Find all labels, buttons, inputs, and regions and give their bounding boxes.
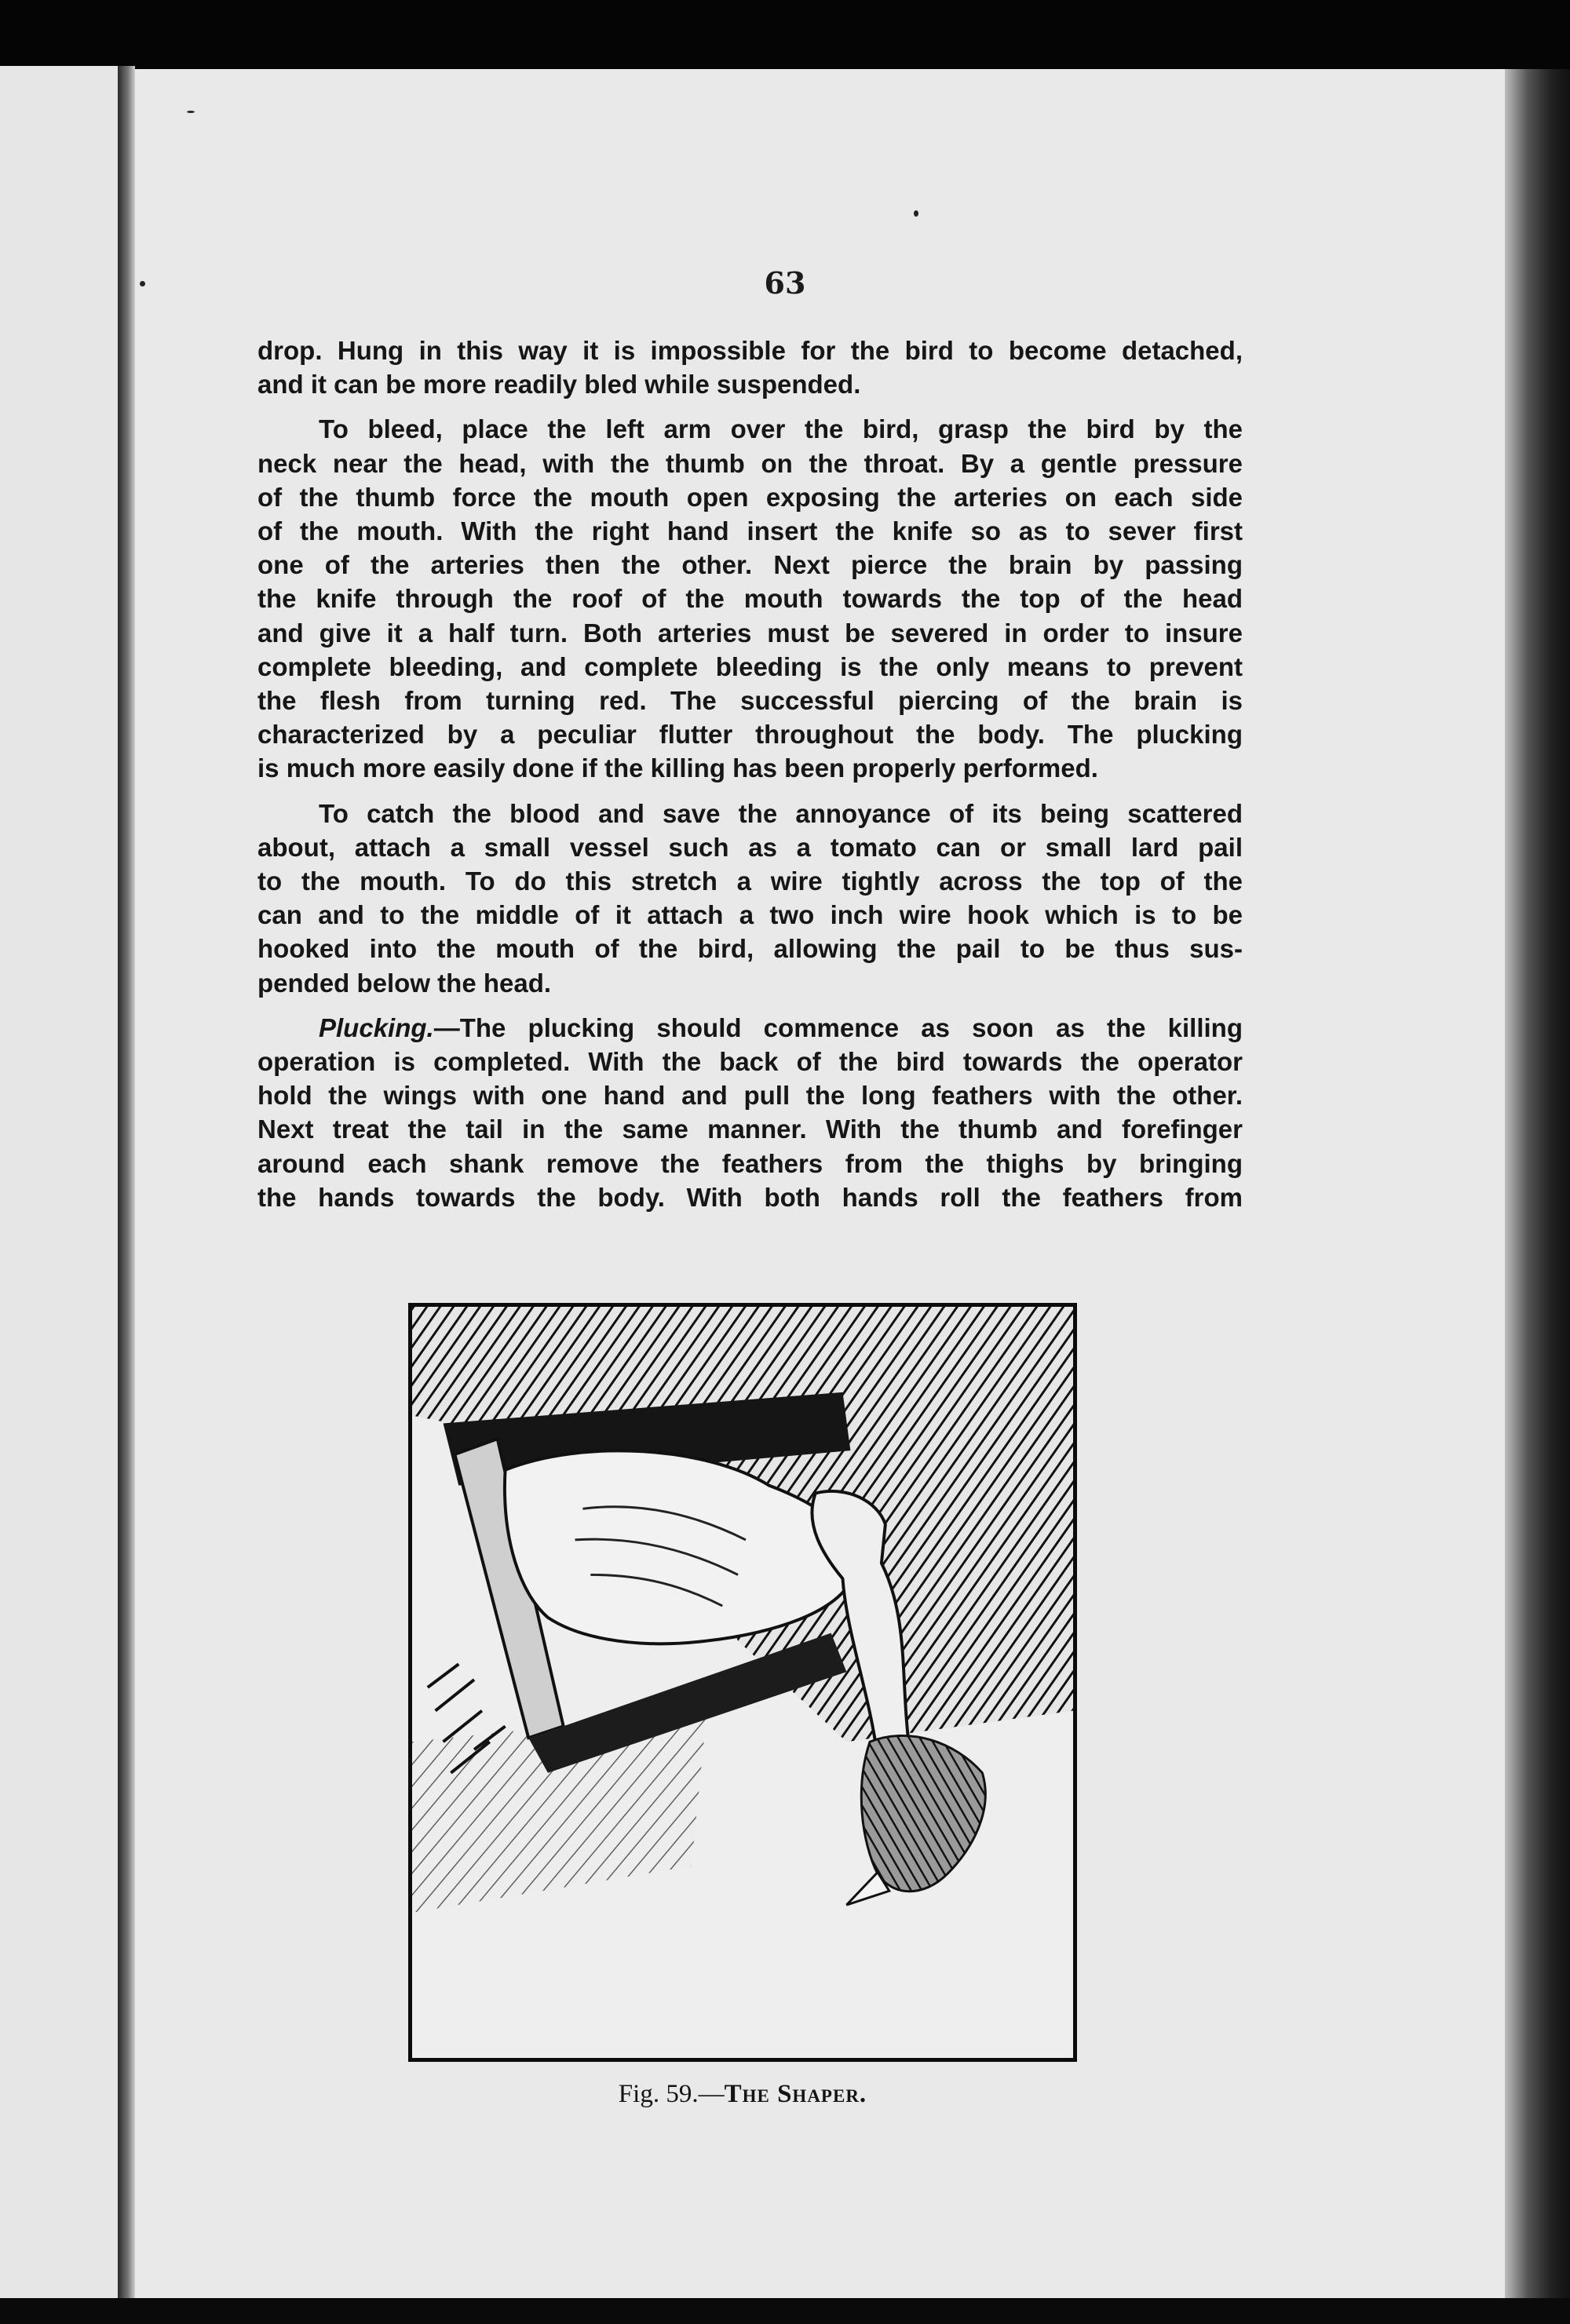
text-line: hooked into the mouth of the bird, allowing the pail to be thus sus- — [257, 934, 1243, 964]
text-line: neck near the head, with the thumb on the throat. By a gentle pressure — [257, 448, 1243, 478]
text-line: the flesh from turning red. The successful piercing of the brain is — [257, 686, 1243, 716]
text-line: about, attach a small vessel such as a tomato can or small lard pail — [257, 832, 1243, 862]
text-line: of the mouth. With the right hand insert the knife so as to sever first — [257, 516, 1243, 546]
print-speck — [187, 111, 195, 113]
scan-top-border — [0, 0, 1570, 71]
text-line: To bleed, place the left arm over the bird, grasp the bird by the — [319, 414, 1243, 444]
text-line: hold the wings with one hand and pull the long feathers with the other. — [257, 1081, 1243, 1111]
text-line: around each shank remove the feathers from the thighs by bringing — [257, 1148, 1243, 1178]
facing-page-edge — [0, 66, 122, 2303]
text-line: operation is completed. With the back of the bird towards the operator — [257, 1047, 1243, 1077]
text-line: characterized by a peculiar flutter throughout the body. The plucking — [257, 720, 1243, 750]
text-line: the knife through the roof of the mouth towards the top of the head — [257, 584, 1243, 614]
paragraph-2 — [257, 412, 1243, 785]
text-line: is much more easily done if the killing has been properly performed. — [257, 753, 1098, 783]
page-stack-edge — [1505, 69, 1570, 2298]
text-line: and it can be more readily bled while suspended. — [257, 370, 861, 399]
text-line: drop. Hung in this way it is impossible for the bird to become detached, — [257, 336, 1243, 365]
figure-illustration — [408, 1303, 1077, 2062]
print-speck — [914, 210, 918, 217]
paragraph-4 — [257, 1011, 1243, 1214]
text-line: and give it a half turn. Both arteries must be severed in order to insure — [257, 618, 1243, 648]
scan-bottom-border — [0, 2298, 1570, 2324]
paragraph-1 — [257, 334, 1243, 401]
text-line: pended below the head. — [257, 968, 552, 998]
body-text — [257, 334, 1243, 1225]
text-line: To catch the blood and save the annoyance of its being scattered — [319, 798, 1243, 828]
text-line: the hands towards the body. With both hands roll the feathers from — [257, 1182, 1243, 1212]
text-line: to the mouth. To do this stretch a wire tightly across the top of the — [257, 866, 1243, 896]
run-in-heading: Plucking. — [319, 1012, 434, 1042]
text-line — [257, 1011, 1243, 1045]
page-number: 63 — [764, 265, 806, 301]
caption-prefix: Fig. 59.— — [618, 2080, 725, 2108]
bird-head — [861, 1735, 985, 1891]
paragraph-3 — [257, 797, 1243, 1000]
caption-title: The Shaper. — [724, 2080, 867, 2108]
print-speck — [140, 281, 145, 286]
text-line: Next treat the tail in the same manner. With the thumb and forefinger — [257, 1115, 1243, 1144]
text-line: one of the arteries then the other. Next pierce the brain by passing — [257, 550, 1243, 580]
figure-caption — [408, 2080, 1077, 2109]
book-gutter — [118, 66, 135, 2303]
text-line: complete bleeding, and complete bleeding is the only means to prevent — [257, 651, 1243, 681]
text-line-rest: —The plucking should commence as soon as the killing — [433, 1012, 1243, 1042]
shaper-illustration — [412, 1307, 1073, 2058]
text-line: of the thumb force the mouth open exposing the arteries on each side — [257, 482, 1243, 512]
text-line: can and to the middle of it attach a two inch wire hook which is to be — [257, 900, 1243, 930]
